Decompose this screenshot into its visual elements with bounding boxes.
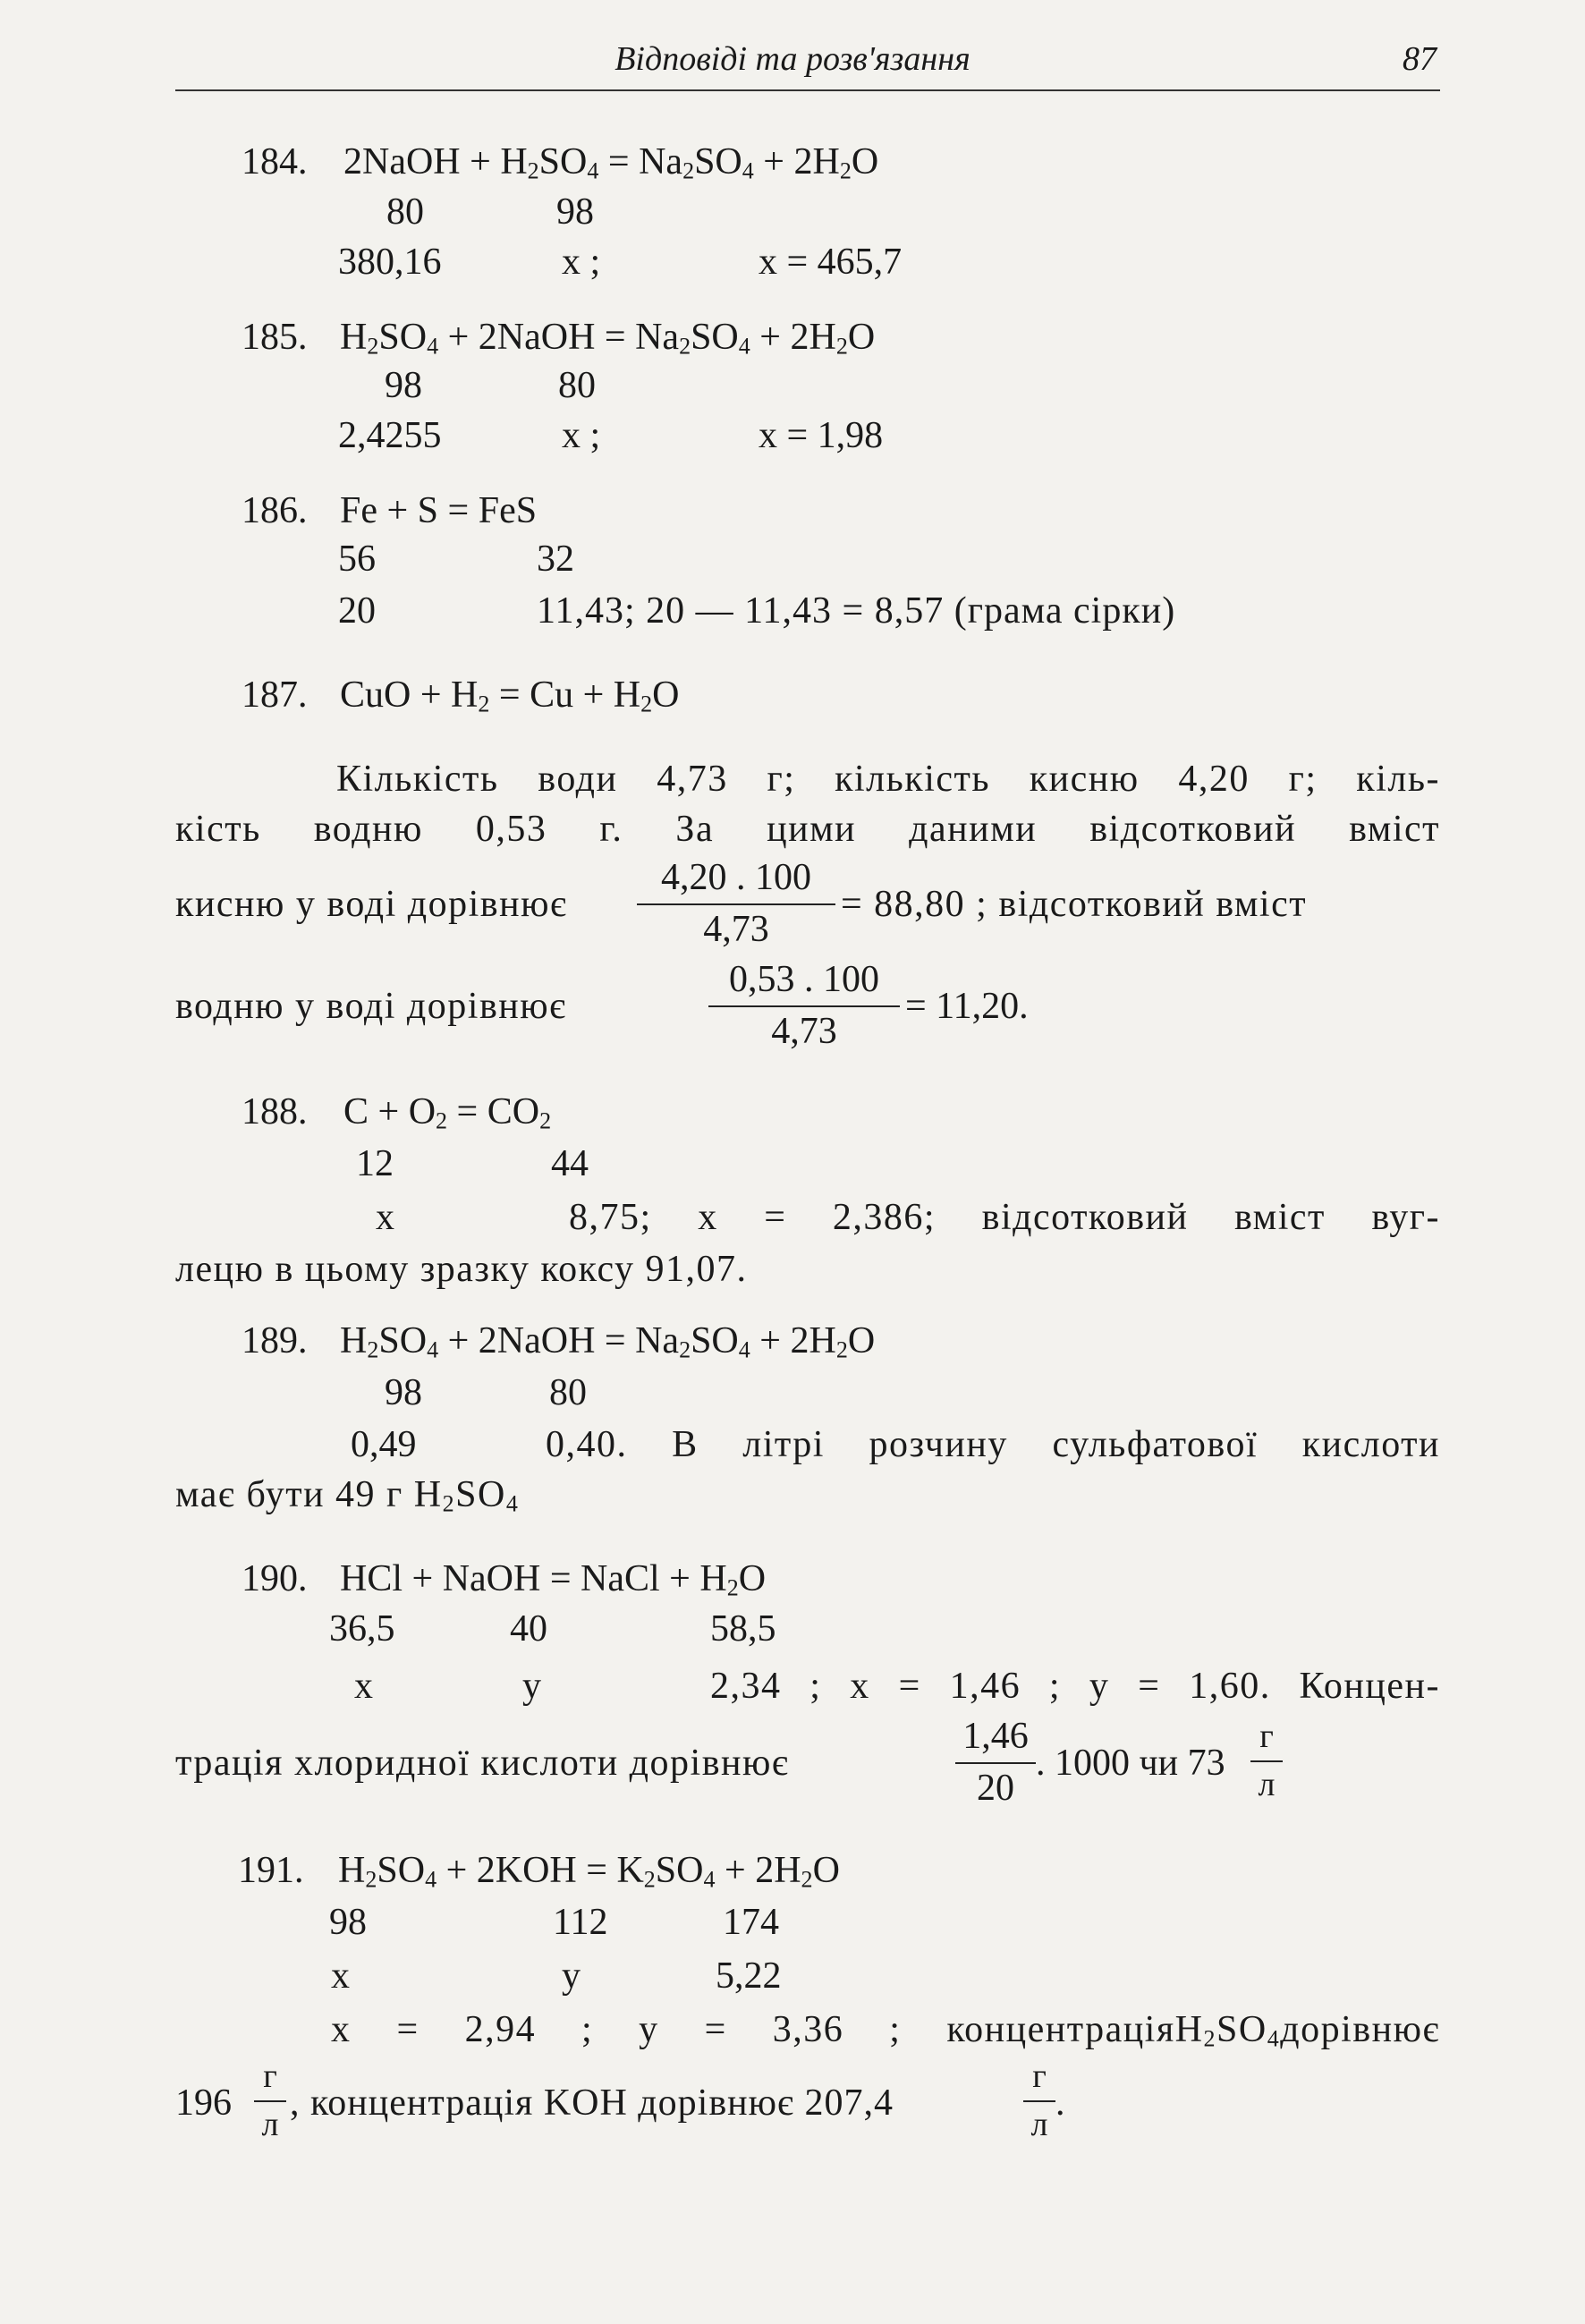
p189-text-line-3: має бути 49 г $H_2SO_4$ xyxy=(175,1474,520,1517)
p190-fraction-denominator: 20 xyxy=(977,1768,1014,1809)
p191-text-line-3a: x = 2,94 ; y = 3,36 ; концентрація xyxy=(331,2009,1175,2050)
problem-185-equation: $H_2SO_4$ + 2NaOH = $Na_2SO_4 + 2H_2O$ xyxy=(340,317,876,360)
p188-text-line-3: лецю в цьому зразку коксу 91,07. xyxy=(175,1249,748,1290)
problem-191-number: 191. xyxy=(238,1850,304,1891)
p190-unit-numerator: г xyxy=(1259,1718,1274,1755)
problem-191-equation: $H_2SO_4 + 2KOH = K_2SO_4 + 2H_2O$ xyxy=(338,1850,840,1893)
problem-188-number: 188. xyxy=(242,1091,308,1132)
p190-fraction-numerator: 1,46 xyxy=(962,1716,1029,1757)
p185-molar-naoh: 80 xyxy=(558,365,596,406)
p191-unit-2-bar xyxy=(1023,2100,1055,2102)
page-number: 87 xyxy=(1403,40,1437,78)
p188-result: 8,75; x = 2,386; відсотковий вміст вуг- xyxy=(569,1197,1440,1238)
problem-185-number: 185. xyxy=(242,317,308,358)
p187-fraction-2-bar xyxy=(708,1005,900,1007)
p187-fraction-2-numerator: 0,53 . 100 xyxy=(729,959,879,1000)
problem-187-number: 187. xyxy=(242,674,308,716)
p186-molar-fe: 56 xyxy=(338,539,376,580)
problem-190-number: 190. xyxy=(242,1558,308,1599)
p190-unit-denominator: л xyxy=(1258,1766,1276,1803)
p187-text-line-4a: водню у воді дорівнює xyxy=(175,986,567,1027)
p191-given-mass: 5,22 xyxy=(716,1955,782,1997)
header-rule xyxy=(175,89,1440,91)
p191-molar-h2so4: 98 xyxy=(329,1902,367,1943)
p185-molar-h2so4: 98 xyxy=(385,365,422,406)
p189-text: має бути 49 г xyxy=(175,1474,403,1515)
problem-184-number: 184. xyxy=(242,141,308,182)
p190-molar-hcl: 36,5 xyxy=(329,1608,395,1650)
p187-fraction-1-denominator: 4,73 xyxy=(703,909,769,950)
p191-unit-1-denominator: л xyxy=(261,2106,279,2143)
p191-molar-k2so4: 174 xyxy=(723,1902,779,1943)
p187-text-line-2: кість водню 0,53 г. За цими даними відсотковий вміст xyxy=(175,809,1440,850)
p190-text-line-3a: трація хлоридної кислоти дорівнює xyxy=(175,1743,790,1784)
p184-molar-h2so4: 98 xyxy=(556,191,594,233)
p190-equation-text: HCl + NaOH = NaCl + H xyxy=(340,1558,727,1599)
p191-unit-2-denominator: л xyxy=(1030,2106,1048,2143)
p184-result: x = 465,7 xyxy=(759,242,903,283)
p187-text-line-3a: кисню у воді дорівнює xyxy=(175,884,568,925)
p184-unknown: x ; xyxy=(562,242,601,283)
p186-result: 11,43; 20 — 11,43 = 8,57 (грама сірки) xyxy=(537,590,1176,632)
p184-given-mass: 380,16 xyxy=(338,242,442,283)
problem-190-equation: HCl + NaOH = NaCl + $H_2O$ xyxy=(340,1558,767,1601)
p191-unknown-y: y xyxy=(562,1955,581,1997)
p191-unknown-x: x xyxy=(331,1955,350,1997)
p190-fraction-bar xyxy=(955,1762,1036,1764)
problem-189-number: 189. xyxy=(242,1320,308,1361)
p190-unknown-x: x xyxy=(354,1666,373,1707)
p186-given-mass: 20 xyxy=(338,590,376,632)
p190-text-line-3b: . 1000 чи 73 xyxy=(1036,1743,1225,1784)
p191-unit-1-numerator: г xyxy=(263,2057,277,2095)
p191-final-period: . xyxy=(1055,2082,1065,2124)
p190-unknown-y: y xyxy=(522,1666,541,1707)
problem-184-equation: 2NaOH + $H_2SO_4 = Na_2SO_4 + 2H_2O$ xyxy=(343,141,879,184)
p187-text-line-4b: = 11,20. xyxy=(905,986,1029,1027)
p184-molar-naoh: 80 xyxy=(386,191,424,233)
p191-text-line-3b: дорівнює xyxy=(1280,2009,1440,2050)
p185-unknown: x ; xyxy=(562,415,601,456)
p191-text-line-4b: , концентрація KOH дорівнює 207,4 xyxy=(290,2082,894,2124)
p190-molar-nacl: 58,5 xyxy=(710,1608,776,1650)
p191-unit-2-numerator: г xyxy=(1032,2057,1047,2095)
problem-189-equation: $H_2SO_4$ + 2NaOH = $Na_2SO_4 + 2H_2O$ xyxy=(340,1320,876,1363)
p188-unknown: x xyxy=(376,1197,394,1238)
p189-molar-naoh: 80 xyxy=(549,1372,587,1413)
p187-fraction-1-numerator: 4,20 . 100 xyxy=(661,857,811,898)
p187-fraction-1-bar xyxy=(637,903,835,905)
p188-molar-co2: 44 xyxy=(551,1143,589,1184)
p187-text-line-1: Кількість води 4,73 г; кількість кисню 4,20 г; кіль- xyxy=(336,759,1440,800)
p189-given-mass: 0,49 xyxy=(351,1424,417,1465)
problem-186-number: 186. xyxy=(242,490,308,531)
p190-molar-naoh: 40 xyxy=(510,1608,547,1650)
running-header: Відповіді та розв'язання xyxy=(615,40,970,78)
p191-molar-koh: 112 xyxy=(553,1902,608,1943)
p191-text-line-4a: 196 xyxy=(175,2082,232,2124)
p186-molar-s: 32 xyxy=(537,539,574,580)
p187-fraction-2-denominator: 4,73 xyxy=(771,1011,837,1052)
p191-formula-h2so4: $H_2SO_4$ xyxy=(1174,2009,1281,2052)
p185-result: x = 1,98 xyxy=(759,415,884,456)
p190-result: 2,34 ; x = 1,46 ; y = 1,60. Концен- xyxy=(710,1666,1440,1707)
p190-unit-bar xyxy=(1250,1760,1283,1762)
p191-unit-1-bar xyxy=(254,2100,286,2102)
p188-molar-c: 12 xyxy=(356,1143,394,1184)
p191-text-line-3 xyxy=(331,2009,1440,2052)
problem-188-equation: $C + O_2 = CO_2$ xyxy=(343,1091,552,1134)
p185-given-mass: 2,4255 xyxy=(338,415,442,456)
p187-text-line-3b: = 88,80 ; відсотковий вміст xyxy=(841,884,1308,925)
p189-molar-h2so4: 98 xyxy=(385,1372,422,1413)
p189-result: 0,40. В літрі розчину сульфатової кислоти xyxy=(546,1424,1440,1465)
problem-187-equation: CuO + $H_2 = Cu + H_2O$ xyxy=(340,674,680,717)
problem-186-equation: Fe + S = FeS xyxy=(340,490,538,531)
